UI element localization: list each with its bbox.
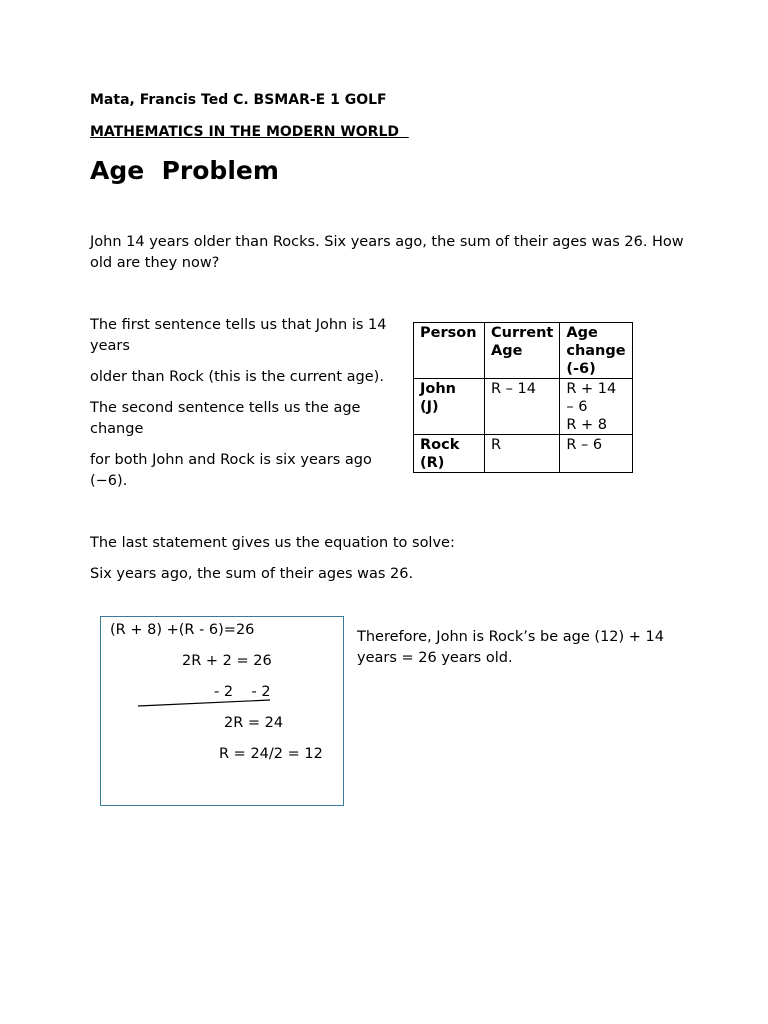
table-header-row	[414, 323, 633, 379]
cell-age-change: R – 6	[560, 435, 632, 473]
age-table	[413, 322, 633, 473]
last-statement-line-1: The last statement gives us the equation to solve:	[90, 535, 455, 551]
last-statement	[90, 533, 690, 595]
explanation-line-1: The first sentence tells us that John is 14 years	[90, 317, 387, 354]
cell-age-change	[560, 379, 632, 435]
equation-line-1: (R + 8) +(R - 6)=26	[110, 622, 255, 638]
subtraction-line	[137, 697, 277, 711]
table-row	[414, 435, 633, 473]
equation-line-5: R = 24/2 = 12	[219, 746, 323, 762]
cell-current-age: R	[485, 435, 560, 473]
header-current-age: Current Age	[485, 323, 560, 379]
age-change-expression: R + 14 – 6	[566, 381, 617, 415]
solution-box	[100, 616, 344, 806]
table-row	[414, 379, 633, 435]
page-title: Age Problem	[90, 156, 279, 185]
last-statement-line-2: Six years ago, the sum of their ages was 26.	[90, 566, 414, 582]
explanation	[90, 315, 405, 502]
problem-statement: John 14 years older than Rocks. Six years ago, the sum of their ages was 26. How old are they now?	[90, 234, 684, 271]
author-line: Mata, Francis Ted C. BSMAR-E 1 GOLF	[90, 92, 387, 108]
header-age-change: Age change (-6)	[560, 323, 632, 379]
header-person: Person	[414, 323, 485, 379]
equation-line-2: 2R + 2 = 26	[182, 653, 272, 669]
explanation-line-4: for both John and Rock is six years ago (−6).	[90, 452, 372, 489]
explanation-line-2: older than Rock (this is the current age).	[90, 369, 384, 385]
equation-line-4: 2R = 24	[224, 715, 284, 731]
course-title: MATHEMATICS IN THE MODERN WORLD	[90, 124, 409, 140]
age-change-simplified: R + 8	[566, 417, 608, 433]
cell-person: Rock (R)	[414, 435, 485, 473]
equation-line-3: - 2 - 2	[214, 684, 271, 700]
explanation-line-3: The second sentence tells us the age change	[90, 400, 361, 437]
cell-current-age: R – 14	[485, 379, 560, 435]
conclusion: Therefore, John is Rock’s be age (12) + 14 years = 26 years old.	[357, 629, 664, 666]
cell-person: John (J)	[414, 379, 485, 435]
